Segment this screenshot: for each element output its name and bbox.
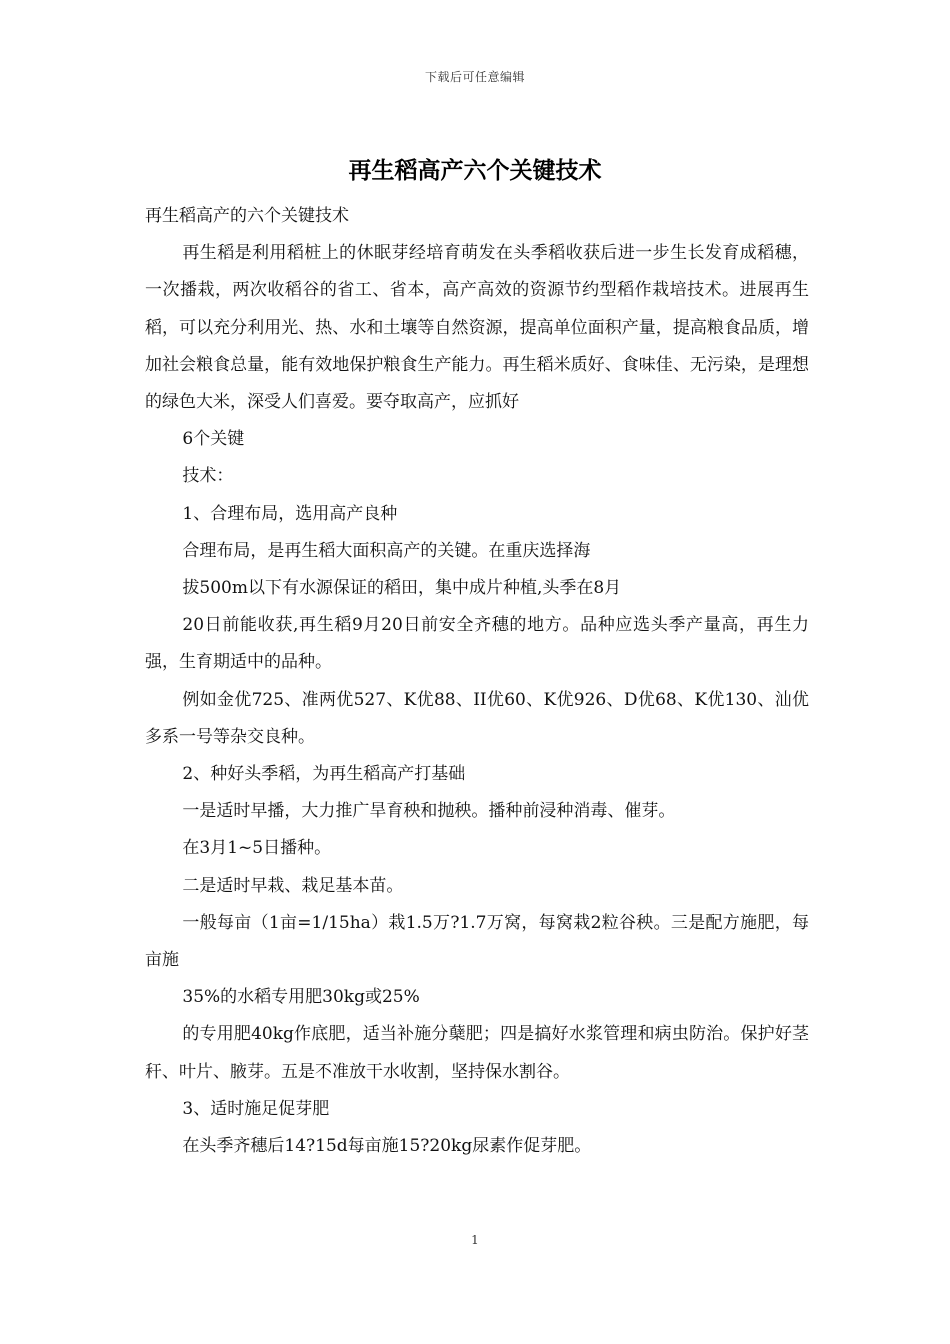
body-paragraph: 的专用肥40kg作底肥，适当补施分蘖肥；四是搞好水浆管理和病虫防治。保护好茎秆、叶片、腋芽。五是不准放干水收割，坚持保水割谷。 bbox=[145, 1024, 809, 1082]
intro-paragraph: 再生稻是利用稻桩上的休眠芽经培育萌发在头季稻收获后进一步生长发育成稻穗，一次播栽，两次收稻谷的省工、省本，高产高效的资源节约型稻作栽培技术。进展再生稻，可以充分利用光、热、水和土壤等自然资源，提高单位面积产量，提高粮食品质，增加社会粮食总量，能有效地保护粮食生产能力。再生稻米质好、食味佳、无污染，是理想的绿色大米，深受人们喜爱。要夺取高产，应抓好 bbox=[145, 243, 809, 413]
body-paragraph: 合理布局，是再生稻大面积高产的关键。在重庆选择海 bbox=[182, 540, 591, 561]
body-paragraph: 一般每亩（1亩=1/15ha）栽1.5万?1.7万窝，每窝栽2粒谷秧。三是配方施肥，每亩施 bbox=[145, 912, 809, 971]
section-heading-1: 1、合理布局，选用高产良种 bbox=[182, 503, 398, 524]
body-paragraph: 例如金优725、准两优527、K优88、II优60、K优926、D优68、K优130、汕优多系一号等杂交良种。 bbox=[145, 689, 809, 747]
page-number: 1 bbox=[471, 1233, 479, 1247]
section-heading-3: 3、适时施足促芽肥 bbox=[182, 1098, 330, 1119]
header-note: 下载后可任意编辑 bbox=[424, 70, 525, 84]
subtitle-paragraph: 再生稻高产的六个关键技术 bbox=[145, 206, 349, 226]
body-paragraph: 6个关键 bbox=[182, 429, 245, 450]
body-paragraph: 拔500m以下有水源保证的稻田，集中成片种植,头季在8月 bbox=[182, 578, 622, 599]
document-body bbox=[145, 198, 809, 1165]
body-paragraph: 35%的水稻专用肥30kg或25% bbox=[182, 987, 420, 1008]
body-paragraph: 二是适时早栽、栽足基本苗。 bbox=[182, 875, 404, 896]
section-heading-2: 2、种好头季稻，为再生稻高产打基础 bbox=[182, 764, 466, 785]
body-paragraph: 在3月1~5日播种。 bbox=[182, 838, 332, 859]
document-title: 再生稻高产六个关键技术 bbox=[348, 157, 602, 184]
body-paragraph: 技术： bbox=[182, 466, 234, 487]
body-paragraph: 一是适时早播，大力推广旱育秧和抛秧。播种前浸种消毒、催芽。 bbox=[182, 801, 676, 822]
body-paragraph: 在头季齐穗后14?15d每亩施15?20kg尿素作促芽肥。 bbox=[182, 1136, 592, 1157]
body-paragraph: 20日前能收获,再生稻9月20日前安全齐穗的地方。品种应选头季产量高，再生力强，生育期适中的品种。 bbox=[145, 615, 809, 673]
